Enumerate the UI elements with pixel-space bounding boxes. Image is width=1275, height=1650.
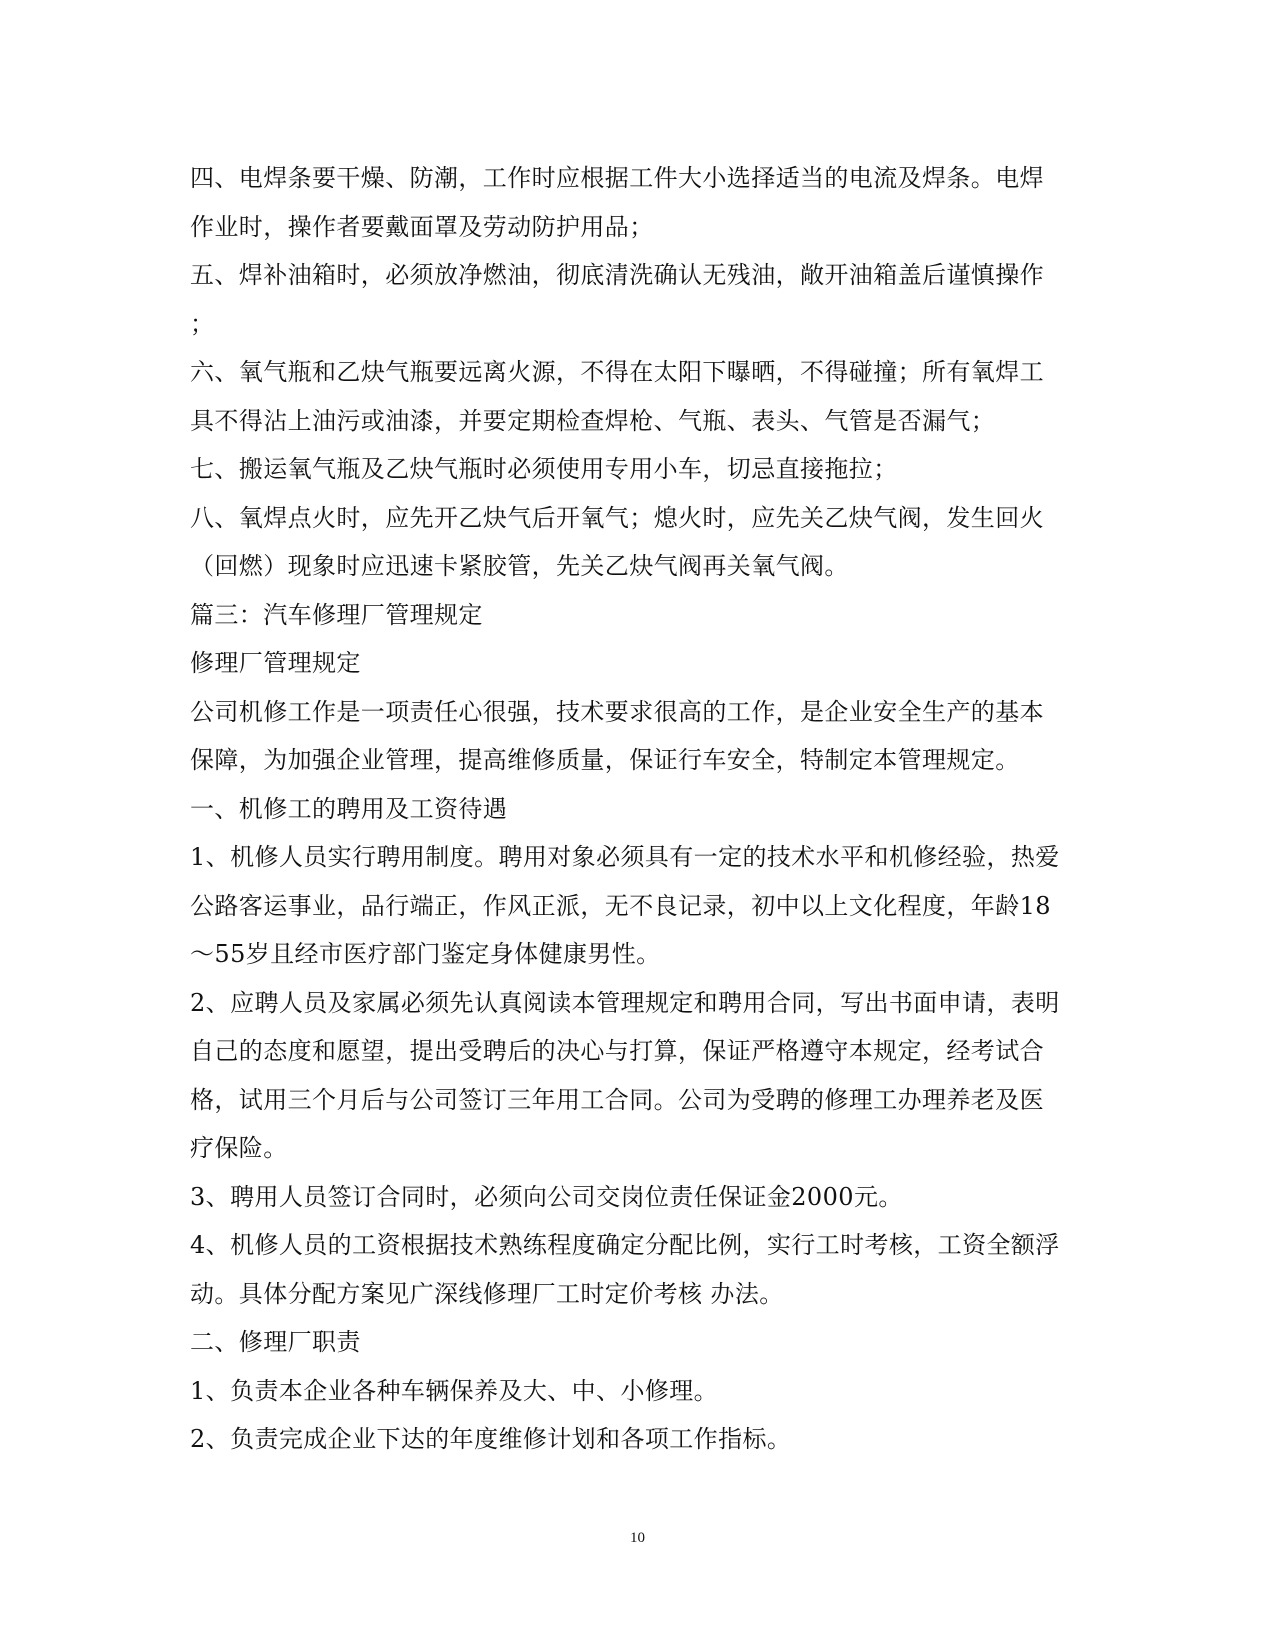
text-line: 具不得沾上油污或油漆，并要定期检查焊枪、气瓶、表头、气管是否漏气； [190,406,996,435]
text-line: 五、焊补油箱时，必须放净燃油，彻底清洗确认无残油，敞开油箱盖后谨慎操作 [190,261,1044,289]
document-body [190,154,1090,1464]
section-heading: 一、机修工的聘用及工资待遇 [190,794,508,823]
text-line: 六、氧气瓶和乙炔气瓶要远离火源，不得在太阳下曝晒，不得碰撞；所有氧焊工 [190,358,1044,386]
page-number: 10 [630,1530,645,1546]
text-line: 2、应聘人员及家属必须先认真阅读本管理规定和聘用合同，写出书面申请，表明 [190,988,1060,1017]
text-line: 疗保险。 [190,1134,288,1162]
text-line: 公司机修工作是一项责任心很强，技术要求很高的工作，是企业安全生产的基本 [190,697,1044,726]
text-line: 4、机修人员的工资根据技术熟练程度确定分配比例，实行工时考核，工资全额浮 [190,1231,1060,1259]
text-line: （回燃）现象时应迅速卡紧胶管，先关乙炔气阀再关氧气阀。 [190,552,849,580]
text-line: 1、机修人员实行聘用制度。聘用对象必须具有一定的技术水平和机修经验，热爱 [190,843,1060,871]
text-line: 四、电焊条要干燥、防潮，工作时应根据工件大小选择适当的电流及焊条。电焊 [190,164,1044,192]
text-line: 格，试用三个月后与公司签订三年用工合同。公司为受聘的修理工办理养老及医 [190,1085,1044,1114]
text-line: 自己的态度和愿望，提出受聘后的决心与打算，保证严格遵守本规定，经考试合 [190,1037,1044,1065]
text-line: 3、聘用人员签订合同时，必须向公司交岗位责任保证金2000元。 [190,1182,903,1211]
text-line: 作业时，操作者要戴面罩及劳动防护用品； [190,212,654,241]
text-line: 动。具体分配方案见广深线修理厂工时定价考核 办法。 [190,1279,784,1308]
text-line: ～55岁且经市医疗部门鉴定身体健康男性。 [190,940,661,968]
section-heading: 二、修理厂职责 [190,1328,361,1356]
text-line: 八、氧焊点火时，应先开乙炔气后开氧气；熄火时，应先关乙炔气阀，发生回火 [190,503,1044,532]
text-line: 1、负责本企业各种车辆保养及大、中、小修理。 [190,1376,719,1405]
text-line: ； [190,309,215,338]
text-line: 2、负责完成企业下达的年度维修计划和各项工作指标。 [190,1425,792,1453]
section-heading: 篇三：汽车修理厂管理规定 [190,600,483,629]
section-subheading: 修理厂管理规定 [190,649,361,677]
text-line: 七、搬运氧气瓶及乙炔气瓶时必须使用专用小车，切忌直接拖拉； [190,455,898,483]
text-line: 保障，为加强企业管理，提高维修质量，保证行车安全，特制定本管理规定。 [190,746,1020,774]
text-line: 公路客运事业，品行端正，作风正派，无不良记录，初中以上文化程度，年龄18 [190,891,1051,920]
